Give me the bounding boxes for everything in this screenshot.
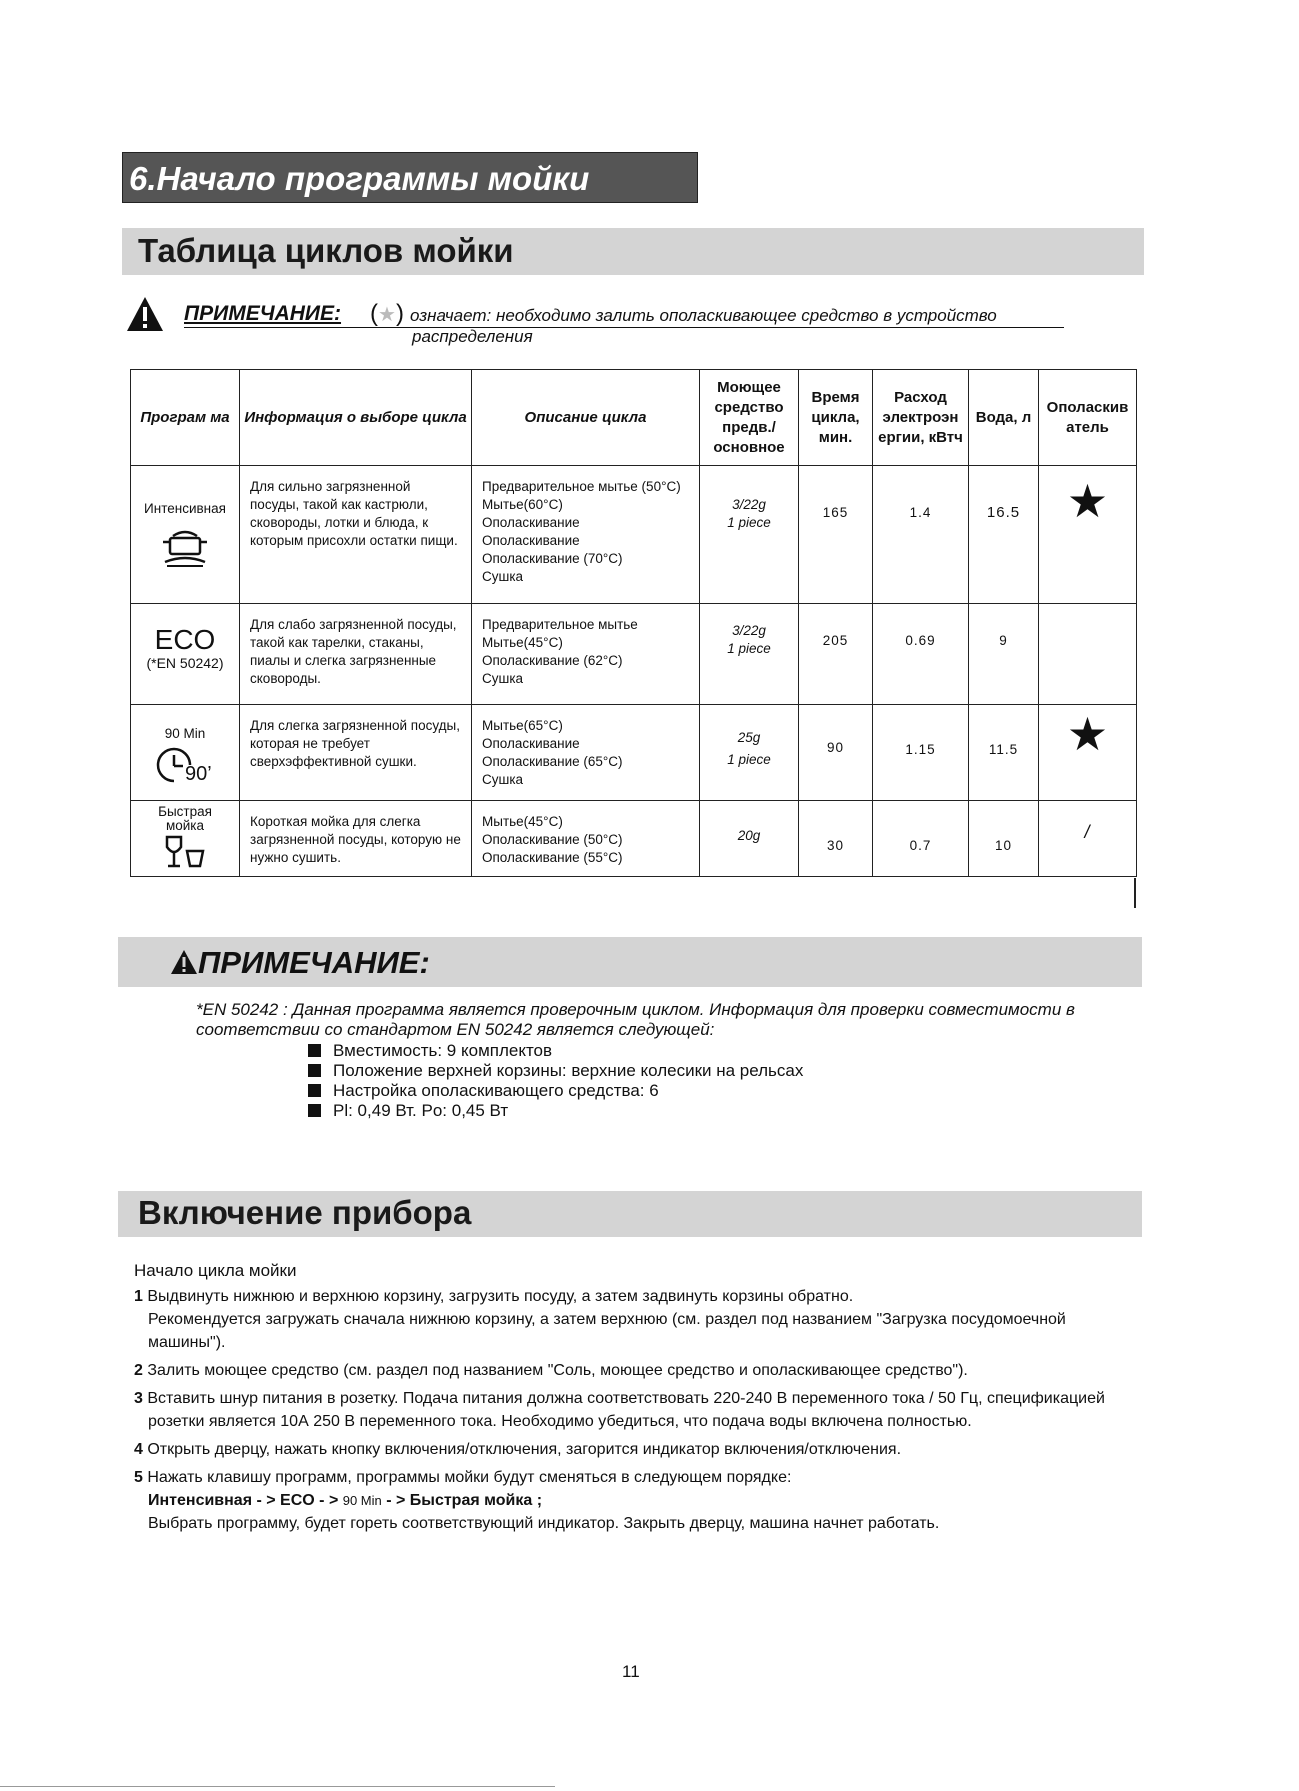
row-energy: 0.7 <box>873 801 969 877</box>
desc-line: Ополаскивание (62°С) <box>482 653 623 668</box>
desc-line: Мытье(65°С) <box>482 718 563 733</box>
row-energy: 1.15 <box>873 705 969 801</box>
row-description <box>472 466 700 604</box>
row-time: 90 <box>799 705 873 801</box>
step-item-cont: розетки является 10А 250 В переменного тока. Необходимо убедиться, что подача воды включена полностью. <box>148 1413 972 1430</box>
row-energy: 1.4 <box>873 466 969 604</box>
power-subtitle: Начало цикла мойки <box>134 1261 297 1280</box>
table-edge-line <box>1134 878 1136 908</box>
row-description <box>472 604 700 705</box>
final-instruction: Выбрать программу, будет гореть соответствующий индикатор. Закрыть дверцу, машина начнет работать. <box>148 1515 940 1532</box>
desc-line: Ополаскивание <box>482 533 580 548</box>
step-text: Выдвинуть нижнюю и верхнюю корзину, загрузить посуду, а затем задвинуть корзины обратно. <box>147 1288 854 1305</box>
row-water: 11.5 <box>969 705 1039 801</box>
step-number: 2 <box>134 1362 143 1379</box>
header-info: Информация о выборе цикла <box>240 370 472 466</box>
clock-icon-label: 90’ <box>185 763 212 785</box>
program-sequence <box>134 1489 1144 1512</box>
row-water: 9 <box>969 604 1039 705</box>
detergent-amount: 3/22g <box>732 497 766 512</box>
note2-text: *EN 50242 : Данная программа является проверочным циклом. Информация для проверки совместимости в соответствии со стандартом EN 50242 является следующей: <box>196 1000 1075 1039</box>
table-section-title: Таблица циклов мойки <box>138 232 514 269</box>
glass-cup-icon <box>131 835 239 872</box>
header-water: Вода, л <box>969 370 1039 466</box>
sequence-program: 90 Min <box>342 1493 382 1508</box>
row-rinse: / <box>1039 801 1137 877</box>
program-name: ECO <box>154 624 216 655</box>
sequence-arrow: - > <box>381 1492 410 1509</box>
note2-list <box>308 1041 803 1121</box>
table-row <box>131 705 1137 801</box>
list-item-text: Настройка ополаскивающего средства: 6 <box>333 1081 659 1100</box>
note2-title: ПРИМЕЧАНИЕ: <box>198 945 430 980</box>
warning-icon <box>170 949 198 975</box>
list-item-text: Pl: 0,49 Вт. Po: 0,45 Вт <box>333 1101 509 1120</box>
step-text: Нажать клавишу программ, программы мойки будут сменяться в следующем порядке: <box>147 1469 792 1486</box>
table-row <box>131 466 1137 604</box>
desc-line: Ополаскивание (65°С) <box>482 754 623 769</box>
star-icon: ★ <box>1066 708 1109 760</box>
desc-line: Предварительное мытье <box>482 617 638 632</box>
step-item <box>134 1466 1144 1489</box>
detergent-amount: 25g <box>737 730 761 745</box>
step-item <box>134 1359 1144 1382</box>
table-section-bar <box>122 228 1144 275</box>
step-item <box>134 1438 1144 1461</box>
clock-icon <box>131 743 239 789</box>
row-rinse <box>1039 705 1137 801</box>
header-energy: Расход электроэн ергии, кВтч <box>873 370 969 466</box>
step-item-cont: машины"). <box>148 1334 226 1351</box>
desc-line: Сушка <box>482 772 524 787</box>
square-bullet-icon <box>308 1084 321 1097</box>
square-bullet-icon <box>308 1064 321 1077</box>
detergent-tablet: 1 piece <box>727 641 771 656</box>
list-item <box>308 1081 803 1101</box>
step-item <box>134 1387 1144 1410</box>
desc-line: Предварительное мытье (50°С) <box>482 479 681 494</box>
note2-bar <box>118 937 1142 987</box>
program-name: Интенсивная <box>144 501 226 516</box>
header-description: Описание цикла <box>472 370 700 466</box>
note-text-2: распределения <box>412 327 533 346</box>
square-bullet-icon <box>308 1104 321 1117</box>
table-row <box>131 801 1137 877</box>
desc-line: Сушка <box>482 569 524 584</box>
row-time: 205 <box>799 604 873 705</box>
row-rinse <box>1039 604 1137 705</box>
list-item <box>308 1101 803 1121</box>
detergent-tablet: 1 piece <box>727 752 771 767</box>
sequence-arrow: - > <box>252 1492 281 1509</box>
desc-line: Ополаскивание <box>482 736 580 751</box>
header-detergent: Моющее средство предв./ основное <box>700 370 799 466</box>
step-number: 5 <box>134 1469 143 1486</box>
power-section-bar <box>118 1191 1142 1237</box>
desc-line: Ополаскивание (50°С) <box>482 832 623 847</box>
step-number: 3 <box>134 1390 143 1407</box>
list-item-text: Положение верхней корзины: верхние колесики на рельсах <box>333 1061 804 1080</box>
row-info: Для сильно загрязненной посуды, такой как кастрюли, сковороды, лотки и блюда, к которым присохли остатки пищи. <box>240 466 472 604</box>
step-text: Вставить шнур питания в розетку. Подача питания должна соответствовать 220-240 В переменного тока / 50 Гц, спецификацией <box>147 1390 1105 1407</box>
sequence-program: Быстрая мойка ; <box>409 1492 543 1509</box>
note-label: ПРИМЕЧАНИЕ: <box>184 302 342 325</box>
note-underline <box>184 327 1064 328</box>
header-time: Время цикла, мин. <box>799 370 873 466</box>
section-heading: 6.Начало программы мойки <box>122 152 698 203</box>
steps-list <box>134 1285 1144 1535</box>
note-text-1: означает: необходимо залить ополаскивающее средство в устройство <box>410 306 997 325</box>
row-info: Короткая мойка для слегка загрязненной посуды, которую не нужно сушить. <box>240 801 472 877</box>
sequence-program: Интенсивная <box>148 1492 253 1509</box>
row-detergent <box>700 466 799 604</box>
star-icon: ★ <box>1066 475 1109 527</box>
row-description <box>472 801 700 877</box>
list-item-text: Вместимость: 9 комплектов <box>333 1041 553 1060</box>
desc-line: Мытье(45°С) <box>482 814 563 829</box>
program-name: Быстрая мойка <box>158 804 212 833</box>
row-rinse <box>1039 466 1137 604</box>
step-item <box>134 1285 1144 1308</box>
header-rinse: Ополаскив атель <box>1039 370 1137 466</box>
pot-icon <box>131 526 239 575</box>
detergent-tablet: 1 piece <box>727 515 771 530</box>
step-item-cont: Рекомендуется загружать сначала нижнюю корзину, а затем верхнюю (см. раздел под названием "Загрузка посудомоечной <box>148 1311 1066 1328</box>
detergent-amount: 3/22g <box>732 623 766 638</box>
sequence-program: ECO <box>280 1492 315 1509</box>
table-row <box>131 604 1137 705</box>
row-description <box>472 705 700 801</box>
row-info: Для слабо загрязненной посуды, такой как тарелки, стаканы, пиалы и слегка загрязненные сковороды. <box>240 604 472 705</box>
cycle-table <box>130 369 1137 877</box>
desc-line: Мытье(45°С) <box>482 635 563 650</box>
square-bullet-icon <box>308 1044 321 1057</box>
warning-icon <box>126 296 164 332</box>
list-item <box>308 1041 803 1061</box>
row-detergent <box>700 604 799 705</box>
row-water: 16.5 <box>969 466 1039 604</box>
list-item <box>308 1061 803 1081</box>
step-number: 1 <box>134 1288 143 1305</box>
row-water: 10 <box>969 801 1039 877</box>
sequence-arrow: - > <box>314 1492 343 1509</box>
desc-line: Ополаскивание (55°С) <box>482 850 623 865</box>
light-star-icon: ★ <box>378 304 396 326</box>
bottom-rule <box>0 1786 555 1787</box>
row-detergent <box>700 801 799 877</box>
power-section-title: Включение прибора <box>138 1194 472 1231</box>
row-detergent <box>700 705 799 801</box>
header-program: Програм ма <box>131 370 240 466</box>
desc-line: Мытье(60°С) <box>482 497 563 512</box>
desc-line: Ополаскивание <box>482 515 580 530</box>
row-info: Для слегка загрязненной посуды, которая не требует сверхэффективной сушки. <box>240 705 472 801</box>
desc-line: Сушка <box>482 671 524 686</box>
step-text: Открыть дверцу, нажать кнопку включения/отключения, загорится индикатор включения/отключения. <box>147 1441 902 1458</box>
row-time: 30 <box>799 801 873 877</box>
program-sub: (*EN 50242) <box>146 655 224 671</box>
step-text: Залить моющее средство (см. раздел под названием "Соль, моющее средство и ополаскивающее средство"). <box>147 1362 968 1379</box>
desc-line: Ополаскивание (70°С) <box>482 551 623 566</box>
page-number: 11 <box>622 1662 640 1681</box>
detergent-amount: 20g <box>737 828 761 843</box>
step-number: 4 <box>134 1441 143 1458</box>
program-name: 90 Min <box>164 726 206 741</box>
row-time: 165 <box>799 466 873 604</box>
table-header-row <box>131 370 1137 466</box>
row-energy: 0.69 <box>873 604 969 705</box>
note-star-bracket: (★) <box>370 300 404 327</box>
